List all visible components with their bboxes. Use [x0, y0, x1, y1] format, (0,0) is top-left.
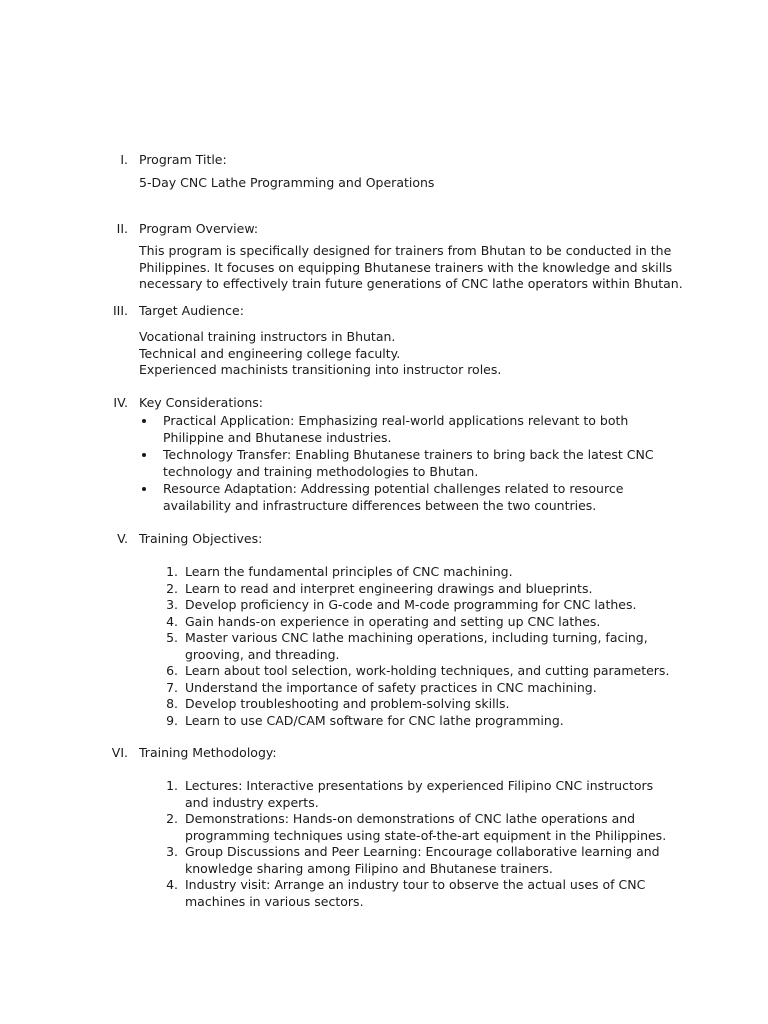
text-line: programming techniques using state-of-the-art equipment in the Philippines.: [185, 827, 667, 843]
section-numeral: V.: [117, 531, 128, 546]
list-item: [139, 778, 684, 811]
list-item: [139, 877, 684, 910]
text-line: Lectures: Interactive presentations by experienced Filipino CNC instructors: [185, 778, 654, 793]
item-number: 8.: [166, 696, 178, 711]
text-line: This program is specifically designed for trainers from Bhutan to be conducted in the: [139, 243, 672, 258]
list-item: [139, 481, 684, 514]
text-line: grooving, and threading.: [185, 646, 340, 662]
text-line: Philippines. It focuses on equipping Bhutanese trainers with the knowledge and skills: [139, 259, 673, 275]
text-line: Gain hands-on experience in operating and setting up CNC lathes.: [185, 613, 601, 629]
bullet-icon: [142, 419, 146, 423]
text-line: Technology Transfer: Enabling Bhutanese trainers to bring back the latest CNC: [163, 447, 654, 462]
section-title: Target Audience:: [139, 303, 244, 318]
item-number: 5.: [166, 630, 178, 645]
text-line: Demonstrations: Hands-on demonstrations of CNC lathe operations and: [185, 811, 636, 826]
list-item: [139, 680, 684, 697]
section-title: Program Overview:: [139, 221, 259, 236]
text-line: Experienced machinists transitioning into instructor roles.: [139, 362, 502, 377]
list-item: [139, 614, 684, 631]
list-item: [139, 811, 684, 844]
section-title: Program Title:: [139, 152, 227, 167]
list-item: [139, 630, 684, 663]
text-line: necessary to effectively train future generations of CNC lathe operators within Bhutan.: [139, 276, 683, 291]
section-numeral: VI.: [111, 745, 128, 760]
key-considerations-list: [139, 413, 684, 515]
program-overview-text: [139, 243, 684, 293]
item-number: 1.: [166, 564, 178, 579]
item-number: 4.: [166, 877, 178, 892]
text-line: Learn about tool selection, work-holding techniques, and cutting parameters.: [185, 663, 670, 678]
text-line: availability and infrastructure differences between the two countries.: [163, 497, 597, 513]
item-number: 1.: [166, 778, 178, 793]
list-item: [139, 713, 684, 730]
text-line: Master various CNC lathe machining operations, including turning, facing,: [185, 630, 648, 645]
training-objectives-list: [139, 564, 684, 729]
item-number: 2.: [166, 811, 178, 826]
item-number: 3.: [166, 844, 178, 859]
text-line: 5-Day CNC Lathe Programming and Operations: [139, 175, 435, 190]
program-title-text: [139, 175, 684, 192]
item-number: 9.: [166, 712, 178, 728]
section-title: Key Considerations:: [139, 395, 264, 410]
text-line: Group Discussions and Peer Learning: Encourage collaborative learning and: [185, 844, 660, 859]
list-item: [139, 844, 684, 877]
text-line: technology and training methodologies to Bhutan.: [163, 463, 479, 479]
text-line: Understand the importance of safety practices in CNC machining.: [185, 679, 597, 695]
text-line: machines in various sectors.: [185, 893, 364, 909]
section-numeral: II.: [116, 221, 128, 236]
list-item: [139, 663, 684, 680]
text-line: Practical Application: Emphasizing real-world applications relevant to both: [163, 413, 629, 428]
section-numeral: I.: [120, 152, 128, 167]
item-number: 7.: [166, 679, 178, 695]
section-numeral: IV.: [113, 395, 128, 410]
list-item: [139, 597, 684, 614]
item-number: 3.: [166, 597, 178, 612]
text-line: Technical and engineering college faculty.: [139, 345, 401, 361]
section-title: Training Methodology:: [139, 745, 277, 760]
bullet-icon: [142, 453, 146, 457]
list-item: [139, 696, 684, 713]
text-line: Learn the fundamental principles of CNC machining.: [185, 564, 513, 579]
text-line: Develop proficiency in G-code and M-code programming for CNC lathes.: [185, 597, 637, 612]
target-audience-text: [139, 329, 684, 379]
text-line: Industry visit: Arrange an industry tour to observe the actual uses of CNC: [185, 877, 646, 892]
text-line: Philippine and Bhutanese industries.: [163, 429, 392, 445]
text-line: Learn to read and interpret engineering drawings and blueprints.: [185, 580, 593, 596]
text-line: Vocational training instructors in Bhutan.: [139, 329, 396, 344]
list-item: [139, 581, 684, 598]
text-line: knowledge sharing among Filipino and Bhutanese trainers.: [185, 860, 553, 876]
text-line: Learn to use CAD/CAM software for CNC lathe programming.: [185, 712, 564, 728]
section-title: Training Objectives:: [139, 531, 263, 546]
item-number: 4.: [166, 613, 178, 629]
text-line: Resource Adaptation: Addressing potential challenges related to resource: [163, 481, 624, 496]
item-number: 6.: [166, 663, 178, 678]
text-line: Develop troubleshooting and problem-solving skills.: [185, 696, 510, 711]
item-number: 2.: [166, 580, 178, 596]
text-line: and industry experts.: [185, 794, 319, 810]
list-item: [139, 564, 684, 581]
list-item: [139, 413, 684, 446]
list-item: [139, 447, 684, 480]
bullet-icon: [142, 487, 146, 491]
training-methodology-list: [139, 778, 684, 910]
section-numeral: III.: [112, 303, 128, 318]
